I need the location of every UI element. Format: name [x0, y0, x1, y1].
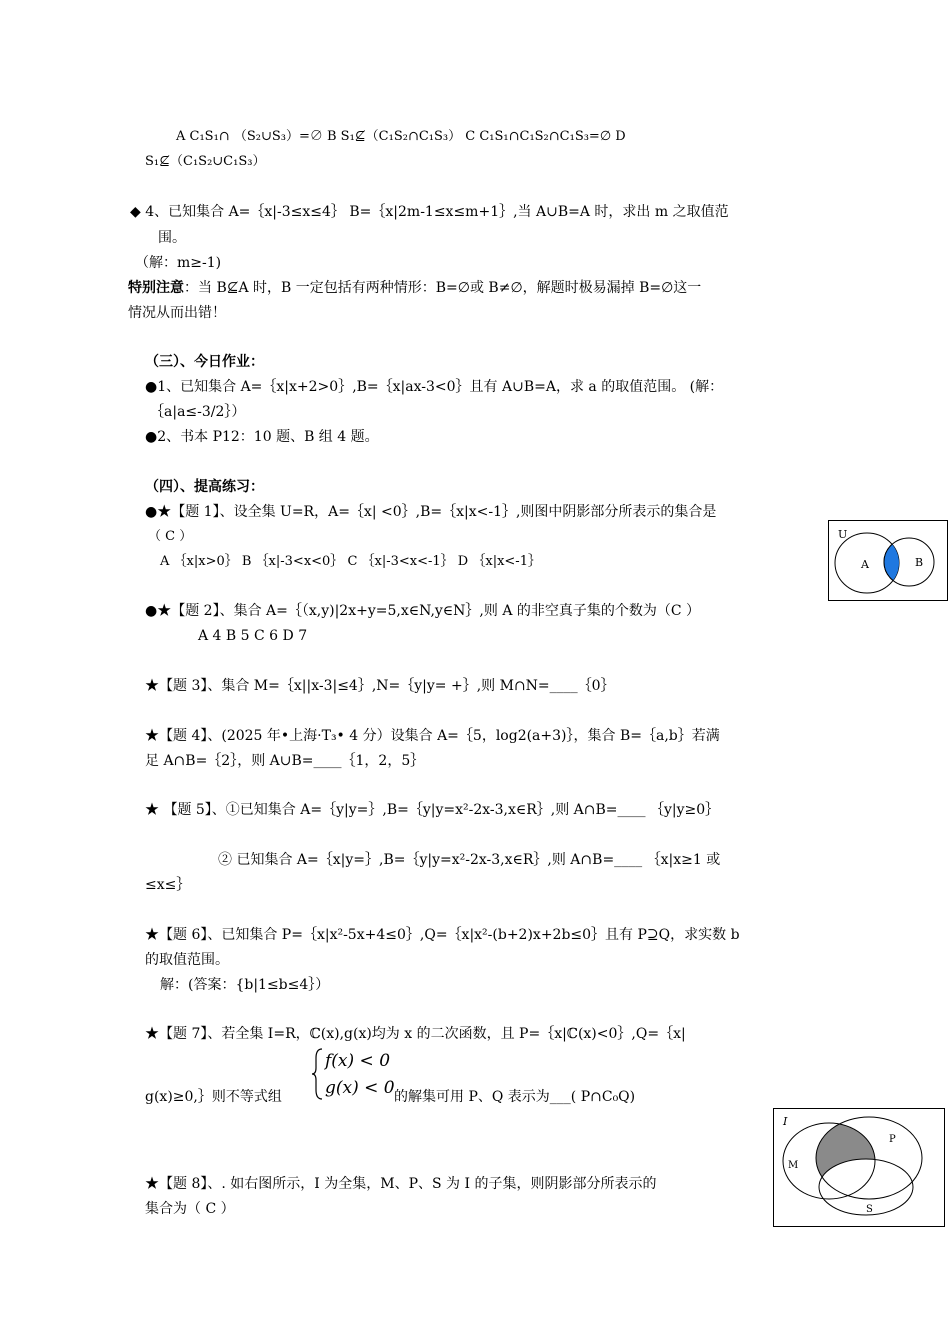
problem-5-line2: ② 已知集合 A=｛x|y=｝,B=｛y|y=x²-2x-3,x∈R｝,则 A∩B=____ ｛x|x≥1 或	[218, 852, 721, 868]
problem-5-line1: ★ 【题 5】、①已知集合 A=｛y|y=｝,B=｛y|y=x²-2x-3,x∈R｝,则 A∩B=____ ｛y|y≥0｝	[145, 802, 720, 818]
question-4-line2: 围。	[158, 230, 186, 246]
problem-4-line2: 足 A∩B=｛2｝，则 A∪B=____｛1，2，5｝	[145, 753, 425, 769]
homework-2: ●2、书本 P12：10 题、B 组 4 题。	[145, 429, 379, 445]
section-3-heading: （三）、今日作业：	[145, 354, 264, 370]
option-line-3a: A C₁S₁∩ （S₂∪S₃）=∅ B S₁⊈（C₁S₂∩C₁S₃） C C₁S₁∩C₁S₂∩C₁S₃=∅ D	[176, 129, 626, 144]
venn-figure-2	[773, 1108, 945, 1227]
question-4-line1: ◆ 4、已知集合 A=｛x|-3≤x≤4｝ B=｛x|2m-1≤x≤m+1｝,当 A∪B=A 时，求出 m 之取值范	[130, 204, 729, 220]
label-s: S	[866, 1204, 873, 1215]
problem-7-line1: ★【题 7】、若全集 I=R，ℂ(x),g(x)均为 x 的二次函数，且 P=｛x|ℂ(x)<0｝,Q=｛x|	[145, 1026, 686, 1042]
inequality-1: f(x) < 0	[325, 1051, 391, 1071]
problem-1-line2: （ C ）	[148, 529, 193, 544]
problem-6-line2: 的取值范围。	[145, 952, 229, 968]
venn-diagram-mps	[774, 1109, 944, 1226]
inequality-system	[312, 1046, 396, 1102]
note-label: 特别注意	[128, 280, 184, 296]
homework-1-line2: ｛a|a≤-3/2｝）	[150, 404, 246, 420]
question-4-answer: （解：m≥-1)	[135, 255, 222, 271]
note-line2: 情况从而出错！	[128, 305, 226, 321]
label-b: B	[915, 556, 924, 569]
label-p: P	[889, 1134, 896, 1145]
label-a: A	[861, 558, 869, 571]
option-line-3b: S₁⊈（C₁S₂∪C₁S₃）	[145, 154, 266, 169]
problem-8-line2: 集合为（ C ）	[145, 1201, 235, 1217]
problem-5-line3: ≤x≤｝	[145, 877, 191, 893]
label-u: U	[838, 528, 848, 541]
problem-2-options: A 4 B 5 C 6 D 7	[198, 628, 308, 644]
problem-2-line1: ●★【题 2】、集合 A=｛（x,y)|2x+y=5,x∈N,y∈N｝,则 A 的非空真子集的个数为（C ）	[145, 603, 701, 619]
homework-1-line1: ●1、已知集合 A=｛x|x+2>0｝,B=｛x|ax-3<0｝且有 A∪B=A，求 a 的取值范围。 (解：	[145, 379, 724, 395]
note-text: ：当 B⊈A 时，B 一定包括有两种情形：B=∅或 B≠∅，解题时极易漏掉 B=∅这一	[184, 280, 702, 296]
problem-1-options: A ｛x|x>0｝ B ｛x|-3<x<0｝ C ｛x|-3<x<-1｝ D ｛x|x<-1｝	[160, 554, 541, 569]
problem-7-line2: g(x)≥0,｝则不等式组	[145, 1089, 282, 1105]
venn-diagram-ab	[829, 521, 947, 600]
inequality-2: g(x) < 0	[325, 1078, 395, 1098]
problem-3: ★【题 3】、集合 M=｛x||x-3|≤4｝,N=｛y|y= +｝,则 M∩N=____｛0｝	[145, 678, 615, 694]
section-4-heading: （四）、提高练习：	[145, 479, 264, 495]
problem-6-line1: ★【题 6】、已知集合 P=｛x|x²-5x+4≤0｝,Q=｛x|x²-(b+2)x+2b≤0｝且有 P⊇Q，求实数 b	[145, 927, 740, 943]
problem-1-line1: ●★【题 1】、设全集 U=R，A=｛x| <0｝,B=｛x|x<-1｝,则图中阴影部分所表示的集合是	[145, 504, 717, 520]
problem-6-answer: 解：(答案：{b|1≤b≤4｝）	[160, 977, 330, 993]
venn-figure-1	[828, 520, 948, 601]
problem-8-line1: ★【题 8】、. 如右图所示，I 为全集，M、P、S 为 I 的子集，则阴影部分所表示的	[145, 1176, 657, 1192]
label-m: M	[788, 1160, 799, 1171]
label-i: I	[783, 1115, 788, 1128]
note-line1	[128, 278, 701, 298]
problem-7-line3: 的解集可用 P、Q 表示为___( P∩C₀Q)	[394, 1089, 636, 1105]
problem-4-line1: ★【题 4】、(2025 年•上海·T₃• 4 分）设集合 A=｛5，log2(a+3)｝，集合 B=｛a,b｝若满	[145, 728, 720, 744]
